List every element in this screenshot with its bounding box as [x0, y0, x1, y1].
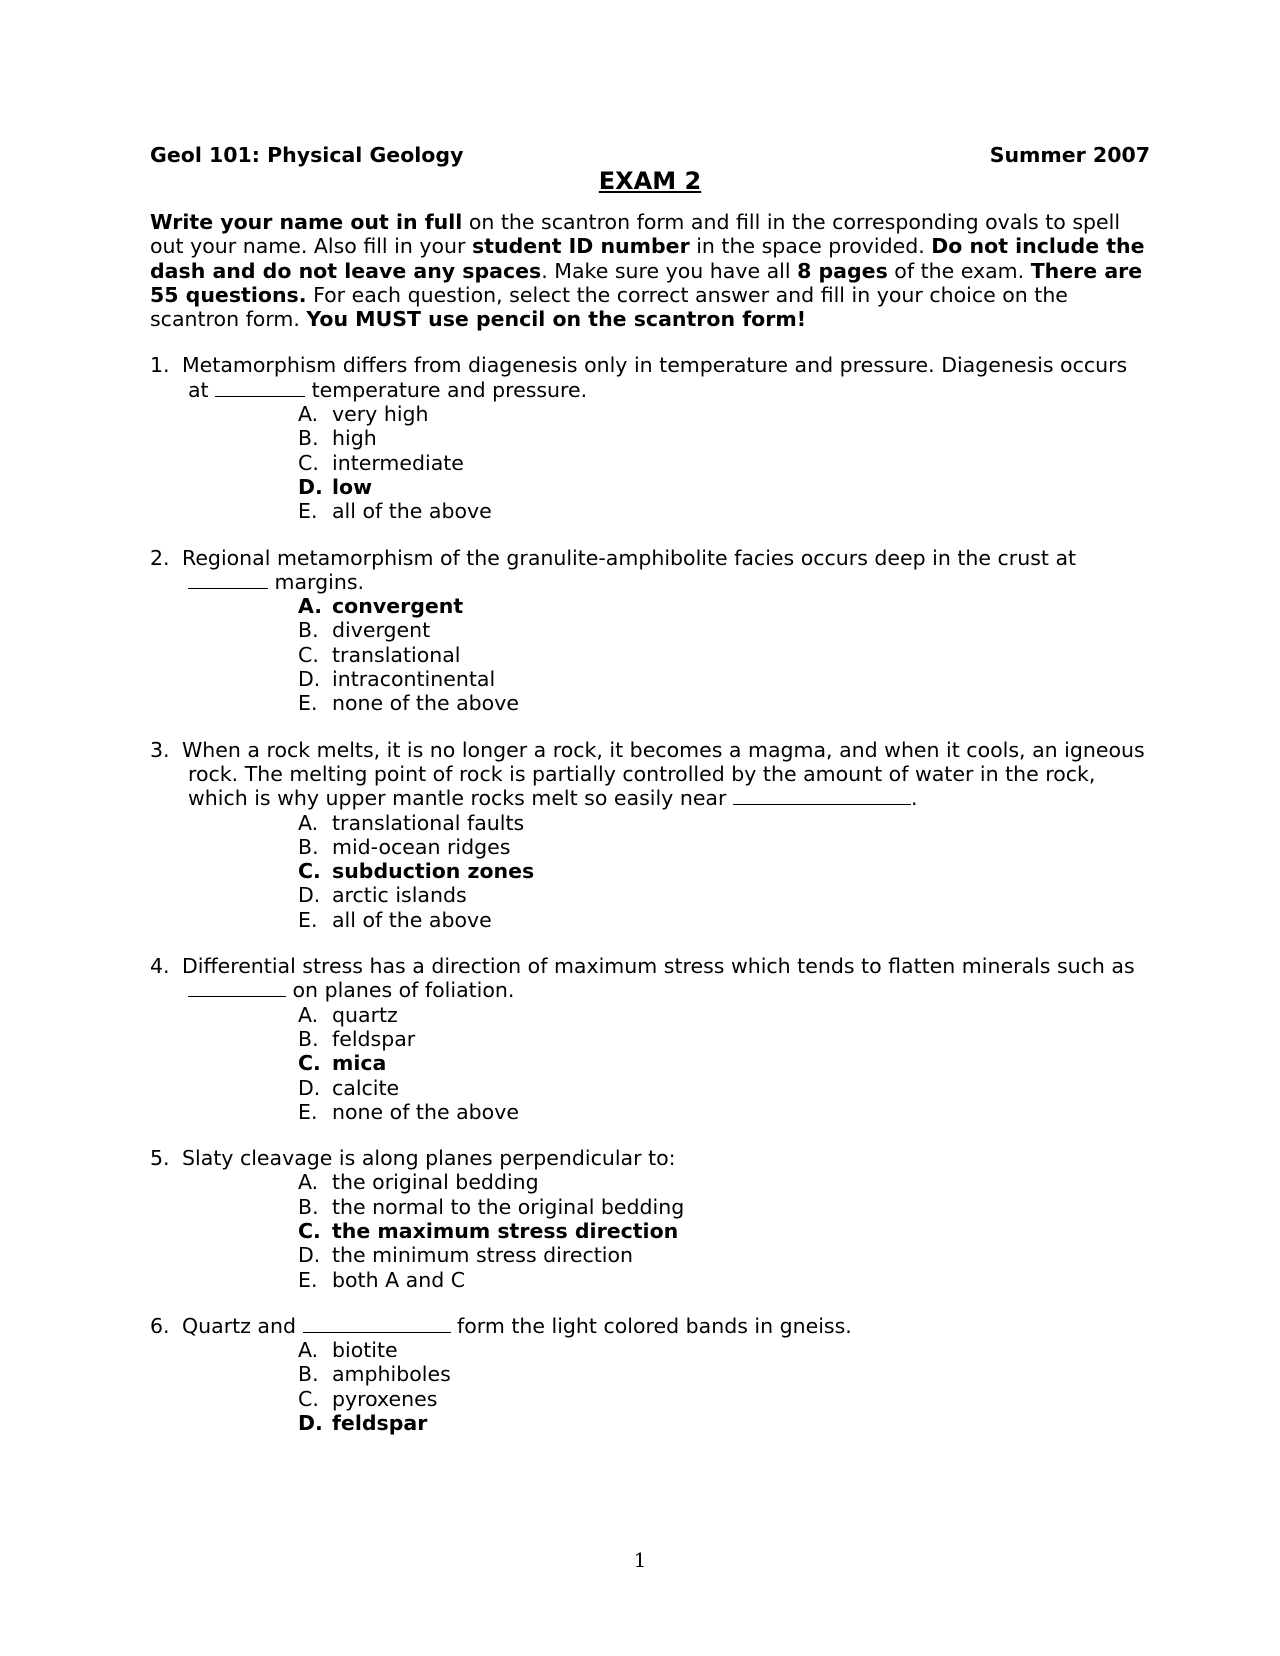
answer-blank [188, 570, 268, 589]
option-b [298, 1027, 1150, 1051]
question-stem [150, 738, 1150, 811]
question-stem [150, 954, 1150, 1003]
instruction-bold-pages: 8 pages [797, 258, 888, 283]
question-6 [150, 1314, 1150, 1435]
page-number: 1 [633, 1548, 647, 1572]
option-letter: C. [298, 1386, 319, 1411]
option-b [298, 426, 1150, 450]
option-a [298, 402, 1150, 426]
option-d [298, 1076, 1150, 1100]
option-letter: B. [298, 1362, 319, 1387]
question-stem [150, 353, 1150, 402]
option-e [298, 691, 1150, 715]
question-text: Metamorphism differs from diagenesis only in temperature and pressure. Diagenesis occurs at [182, 353, 1128, 402]
option-text: translational faults [332, 810, 525, 835]
option-letter: C. [298, 1051, 321, 1076]
option-text: very high [332, 402, 429, 427]
option-letter: A. [298, 402, 319, 427]
instruction-text: on the scantron form and fill in the corresponding ovals to spell out your name. Also fill in your [150, 210, 1121, 259]
question-3 [150, 738, 1150, 932]
question-2 [150, 546, 1150, 716]
instruction-text: in the space provided. [689, 234, 932, 259]
option-text: mid-ocean ridges [332, 834, 511, 859]
term: Summer 2007 [989, 143, 1150, 167]
option-text: convergent [332, 594, 464, 619]
question-number: 1. [150, 353, 170, 378]
instruction-bold-name: Write your name out in full [150, 210, 463, 234]
option-text: all of the above [332, 499, 492, 524]
option-text: intermediate [332, 450, 464, 475]
answer-blank [303, 1314, 451, 1333]
question-text: Slaty cleavage is along planes perpendicular to: [182, 1146, 676, 1171]
option-text: none of the above [332, 691, 519, 716]
option-letter: D. [298, 883, 321, 908]
option-text: arctic islands [332, 883, 467, 908]
option-text: pyroxenes [332, 1386, 438, 1411]
option-c [298, 1051, 1150, 1075]
question-text: form the light colored bands in gneiss. [450, 1313, 852, 1338]
option-b [298, 1195, 1150, 1219]
option-d [298, 667, 1150, 691]
option-text: amphiboles [332, 1362, 451, 1387]
option-list [150, 1003, 1150, 1124]
instruction-bold-pencil: You MUST use pencil on the scantron form! [306, 307, 807, 332]
option-letter: B. [298, 1026, 319, 1051]
option-e [298, 908, 1150, 932]
option-list [150, 811, 1150, 932]
option-letter: D. [298, 1243, 321, 1268]
instruction-text: of the exam. [887, 258, 1031, 283]
option-letter: B. [298, 1194, 319, 1219]
option-text: the maximum stress direction [332, 1218, 679, 1243]
option-letter: B. [298, 834, 319, 859]
option-b [298, 1362, 1150, 1386]
option-letter: D. [298, 667, 321, 692]
option-c [298, 859, 1150, 883]
course-title: Geol 101: Physical Geology [150, 143, 464, 167]
exam-title: EXAM 2 [598, 167, 702, 195]
option-c [298, 1219, 1150, 1243]
option-text: biotite [332, 1338, 398, 1363]
instructions [150, 210, 1150, 331]
option-a [298, 1338, 1150, 1362]
option-e [298, 1268, 1150, 1292]
question-stem [150, 546, 1150, 595]
option-letter: A. [298, 1338, 319, 1363]
option-letter: A. [298, 1170, 319, 1195]
instruction-text: . Make sure you have all [541, 258, 798, 283]
option-letter: D. [298, 1411, 323, 1436]
option-e [298, 499, 1150, 523]
question-text: margins. [268, 569, 365, 594]
option-a [298, 811, 1150, 835]
question-number: 5. [150, 1146, 170, 1171]
option-b [298, 618, 1150, 642]
option-text: intracontinental [332, 667, 496, 692]
question-number: 2. [150, 545, 170, 570]
question-1 [150, 353, 1150, 523]
option-letter: E. [298, 499, 318, 524]
instruction-bold-student-id: student ID number [471, 234, 690, 259]
option-a [298, 1003, 1150, 1027]
option-letter: C. [298, 450, 319, 475]
option-b [298, 835, 1150, 859]
option-letter: A. [298, 810, 319, 835]
option-letter: E. [298, 1099, 318, 1124]
option-e [298, 1100, 1150, 1124]
option-text: both A and C [332, 1267, 466, 1292]
option-letter: C. [298, 859, 321, 884]
option-letter: B. [298, 618, 319, 643]
question-stem [150, 1146, 1150, 1170]
question-number: 3. [150, 737, 170, 762]
option-list [150, 402, 1150, 523]
option-text: quartz [332, 1002, 398, 1027]
option-text: the original bedding [332, 1170, 539, 1195]
option-text: high [332, 426, 377, 451]
option-list [150, 594, 1150, 715]
option-letter: E. [298, 691, 318, 716]
option-list [150, 1170, 1150, 1291]
question-stem [150, 1314, 1150, 1338]
option-a [298, 1170, 1150, 1194]
option-d [298, 883, 1150, 907]
option-text: divergent [332, 618, 431, 643]
option-c [298, 451, 1150, 475]
option-c [298, 1387, 1150, 1411]
option-letter: D. [298, 474, 323, 499]
question-list [150, 353, 1150, 1435]
question-text: Differential stress has a direction of maximum stress which tends to flatten minerals such as [182, 954, 1135, 979]
option-a [298, 594, 1150, 618]
option-text: translational [332, 642, 461, 667]
instruction-text: For each question, select the correct answer and fill in your choice on the scantron form. [150, 282, 1068, 332]
answer-blank [733, 786, 911, 805]
question-text: . [910, 786, 918, 811]
option-letter: A. [298, 1002, 319, 1027]
question-text: Quartz and [182, 1313, 303, 1338]
option-text: low [332, 474, 373, 499]
option-d [298, 1243, 1150, 1267]
instruction-bold-no-dash: Do not include the dash and do not leave any spaces [150, 234, 1145, 283]
option-letter: D. [298, 1075, 321, 1100]
question-5 [150, 1146, 1150, 1292]
option-letter: C. [298, 1218, 321, 1243]
answer-blank [188, 978, 286, 997]
option-letter: A. [298, 594, 323, 619]
option-text: feldspar [332, 1026, 416, 1051]
option-text: all of the above [332, 907, 492, 932]
instruction-bold-questions: There are 55 questions. [150, 258, 1143, 307]
option-text: feldspar [332, 1411, 428, 1436]
option-letter: C. [298, 642, 319, 667]
option-text: subduction zones [332, 859, 535, 884]
option-letter: E. [298, 1267, 318, 1292]
question-number: 6. [150, 1313, 170, 1338]
option-letter: E. [298, 907, 318, 932]
option-text: mica [332, 1051, 387, 1076]
question-text: on planes of foliation. [286, 978, 515, 1003]
option-letter: B. [298, 426, 319, 451]
answer-blank [215, 378, 305, 397]
option-text: the normal to the original bedding [332, 1194, 685, 1219]
question-text: When a rock melts, it is no longer a rock, it becomes a magma, and when it cools, an igneous rock. The melting point of rock is partially controlled by the amount of water in the rock, which is why upper mantle rocks melt so easily near [182, 737, 1145, 811]
question-4 [150, 954, 1150, 1124]
option-text: the minimum stress direction [332, 1243, 633, 1268]
exam-page [150, 140, 1150, 1435]
question-text: temperature and pressure. [305, 377, 588, 402]
option-text: calcite [332, 1075, 400, 1100]
question-text: Regional metamorphism of the granulite-amphibolite facies occurs deep in the crust at [182, 545, 1077, 570]
option-d [298, 475, 1150, 499]
option-list [150, 1338, 1150, 1435]
option-d [298, 1411, 1150, 1435]
option-c [298, 643, 1150, 667]
question-number: 4. [150, 954, 170, 979]
option-text: none of the above [332, 1099, 519, 1124]
